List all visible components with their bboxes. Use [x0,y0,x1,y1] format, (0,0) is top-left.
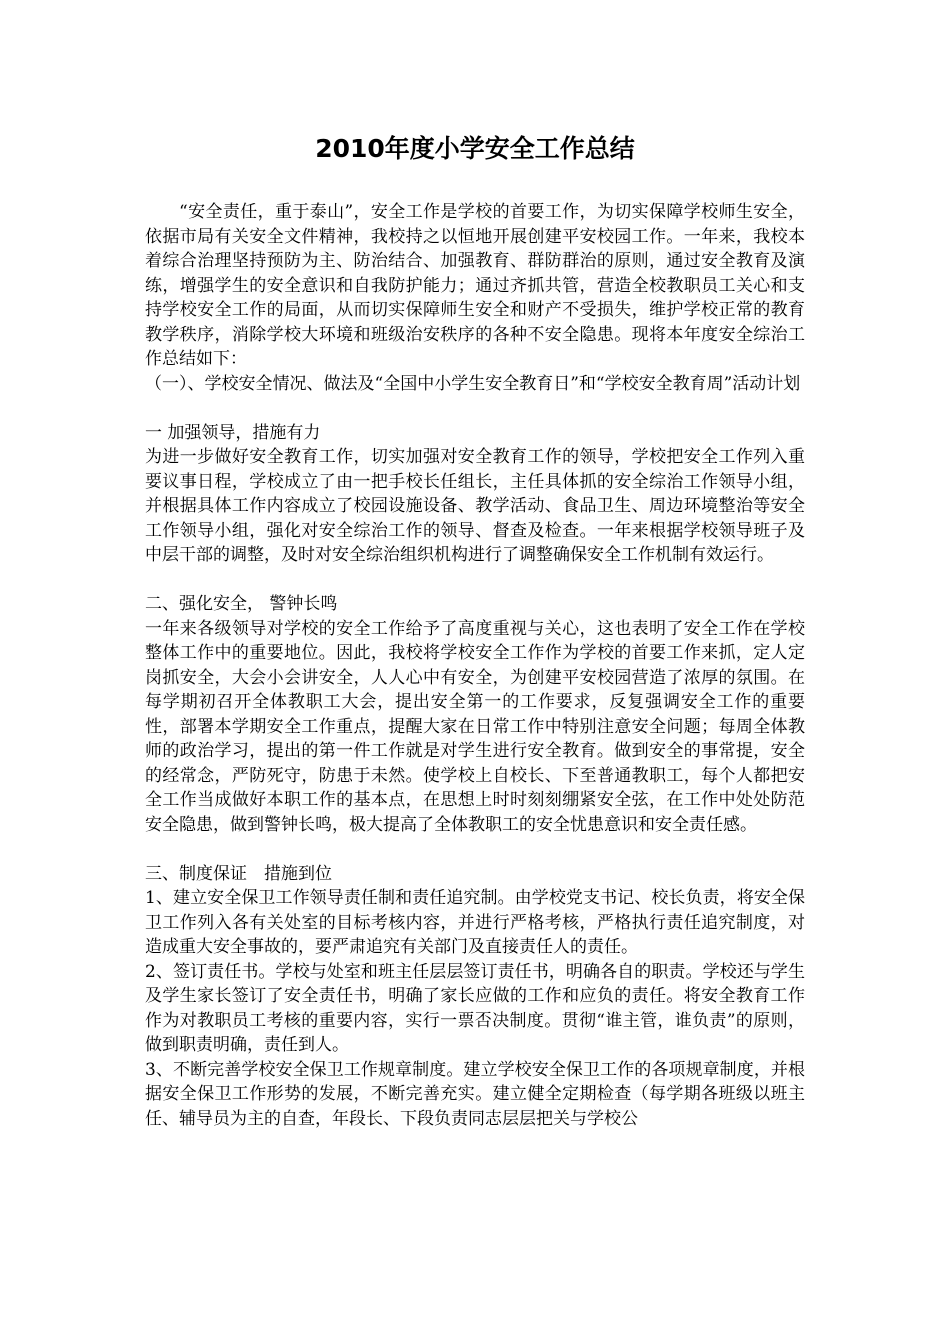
section1-heading: 一 加强领导，措施有力 [145,422,321,443]
section3-item-3: 3、不断完善学校安全保卫工作规章制度。建立学校安全保卫工作的各项规章制度，并根据安全保卫工作形势的发展，不断完善充实。建立健全定期检查（每学期各班级以班主任、辅导员为主的自查，年段长、下段负责同志层层把关与学校公 [145,1059,805,1129]
document-title: 2010年度小学安全工作总结 [315,134,635,163]
section3-item-2: 2、签订责任书。学校与处室和班主任层层签订责任书，明确各自的职责。学校还与学生及学生家长签订了安全责任书，明确了家长应做的工作和应负的责任。将安全教育工作作为对教职员工考核的重要内容，实行一票否决制度。贯彻“谁主管，谁负责”的原则，做到职责明确，责任到人。 [145,961,805,1055]
section1-paragraph: 为进一步做好安全教育工作，切实加强对安全教育工作的领导，学校把安全工作列入重要议事日程，学校成立了由一把手校长任组长，主任具体抓的安全综治工作领导小组，并根据具体工作内容成立了校园设施设备、教学活动、食品卫生、周边环境整治等安全工作领导小组，强化对安全综治工作的领导、督查及检查。一年来根据学校领导班子及中层干部的调整，及时对安全综治组织机构进行了调整确保安全工作机制有效运行。 [145,447,805,565]
section3-heading: 三、制度保证 措施到位 [145,863,332,884]
blank-line [145,568,805,593]
blank-line [145,396,805,421]
section-intro-heading: （一）、学校安全情况、做法及“全国中小学生安全教育日”和“学校安全教育周”活动计划 [145,373,801,394]
section2-paragraph: 一年来各级领导对学校的安全工作给予了高度重视与关心，这也表明了安全工作在学校整体工作中的重要地位。因此，我校将学校安全工作作为学校的首要工作来抓，定人定岗抓安全，大会小会讲安全，人人心中有安全，为创建平安校园营造了浓厚的氛围。在每学期初召开全体教职工大会，提出安全第一的工作要求，反复强调安全工作的重要性，部署本学期安全工作重点，提醒大家在日常工作中特别注意安全问题；每周全体教师的政治学习，提出的第一件工作就是对学生进行安全教育。做到安全的事常提，安全的经常念，严防死守，防患于未然。使学校上自校长、下至普通教职工，每个人都把安全工作当成做好本职工作的基本点，在思想上时时刻刻绷紧安全弦，在工作中处处防范安全隐患，做到警钟长鸣，极大提高了全体教职工的安全忧患意识和安全责任感。 [145,618,805,835]
section2-heading: 二、强化安全， 警钟长鸣 [145,594,338,614]
document-body [145,200,805,1131]
section3-item-1: 1、建立安全保卫工作领导责任制和责任追究制。由学校党支书记、校长负责，将安全保卫工作列入各有关处室的目标考核内容，并进行严格考核，严格执行责任追究制度，对造成重大安全事故的，要严肃追究有关部门及直接责任人的责任。 [145,888,805,957]
blank-line [145,837,805,862]
intro-paragraph: “安全责任，重于泰山”，安全工作是学校的首要工作，为切实保障学校师生安全，依据市局有关安全文件精神，我校持之以恒地开展创建平安校园工作。一年来，我校本着综合治理坚持预防为主、防治结合、加强教育、群防群治的原则，通过安全教育及演练，增强学生的安全意识和自我防护能力；通过齐抓共管，营造全校教职员工关心和支持学校安全工作的局面，从而切实保障师生安全和财产不受损失，维护学校正常的教育教学秩序，消除学校大环境和班级治安秩序的各种不安全隐患。现将本年度安全综治工作总结如下： [145,202,805,369]
